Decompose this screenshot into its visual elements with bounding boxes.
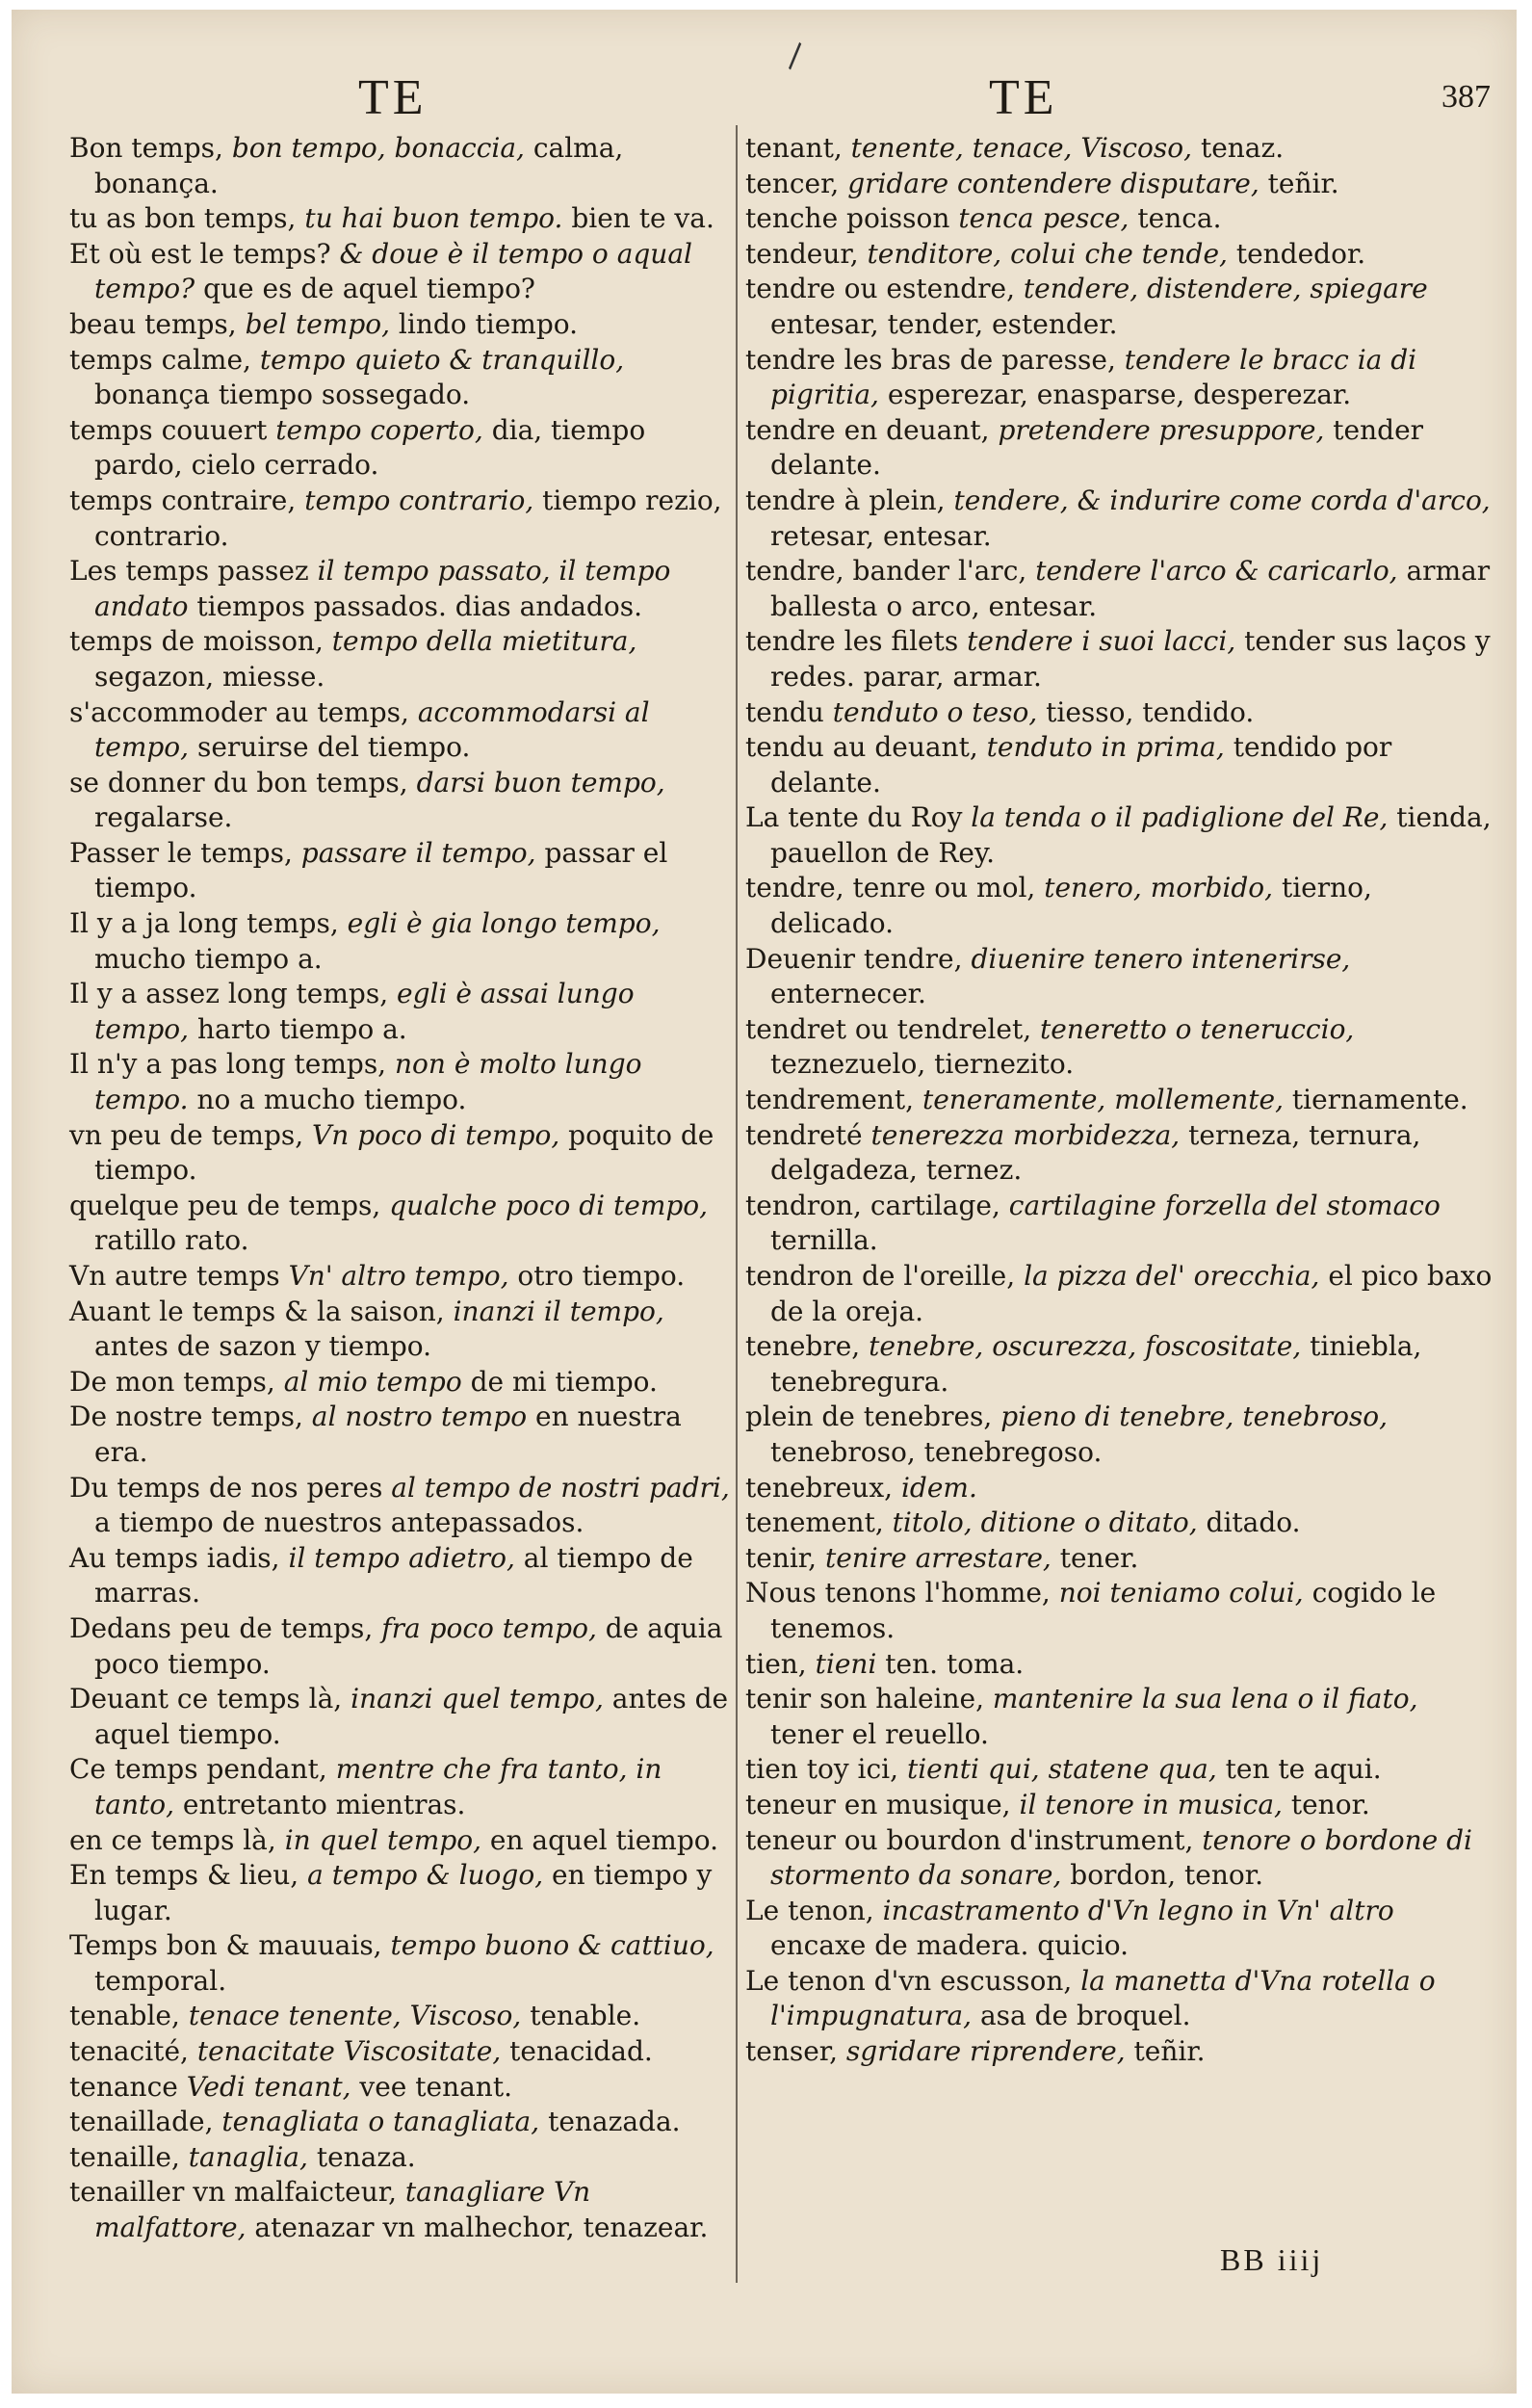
spanish-translation: bien te va.	[571, 202, 714, 235]
french-term: tendreté	[745, 1118, 863, 1151]
dictionary-entry	[745, 695, 1496, 731]
dictionary-entry	[745, 1541, 1496, 1577]
dictionary-entry	[745, 942, 1496, 1012]
spanish-translation: en nuestra era.	[94, 1400, 682, 1468]
dictionary-entry	[745, 1505, 1496, 1541]
dictionary-entry	[69, 1047, 734, 1117]
dictionary-entry	[69, 554, 734, 624]
french-term: tendre en deuant,	[745, 413, 990, 446]
dictionary-entry	[745, 484, 1496, 554]
spanish-translation: tenca.	[1137, 202, 1222, 235]
french-term: en ce temps là,	[69, 1823, 276, 1856]
spanish-translation: en tiempo y lugar.	[94, 1859, 713, 1926]
dictionary-entry	[745, 1823, 1496, 1894]
dictionary-entry	[745, 1400, 1496, 1470]
dictionary-entry	[69, 1823, 734, 1859]
dictionary-entry	[69, 1118, 734, 1189]
italian-translation: mantenire la sua lena o il fiato,	[992, 1683, 1418, 1715]
italian-translation: tu hai buon tempo.	[304, 202, 563, 235]
italian-translation: teneretto o teneruccio,	[1040, 1012, 1355, 1045]
italian-translation: tenagliata o tanagliata,	[221, 2106, 540, 2138]
dictionary-page	[12, 10, 1517, 2394]
spanish-translation: enternecer.	[770, 978, 926, 1010]
italian-translation: bon tempo, bonaccia,	[231, 132, 525, 164]
french-term: tendron, cartilage,	[745, 1189, 1000, 1221]
spanish-translation: tenable.	[530, 2000, 641, 2032]
dictionary-entry	[745, 167, 1496, 202]
italian-translation: passare il tempo,	[300, 836, 536, 869]
spanish-translation: que es de aquel tiempo?	[203, 273, 535, 305]
spanish-translation: tiesso, tendido.	[1046, 695, 1255, 728]
french-term: Du temps de nos peres	[69, 1471, 383, 1504]
spanish-translation: tendido por delante.	[770, 731, 1392, 798]
italian-translation: & doue è il tempo o aqual tempo?	[94, 237, 692, 305]
dictionary-entry	[69, 1999, 734, 2034]
french-term: s'accommoder au temps,	[69, 695, 409, 728]
spanish-translation: tender sus laços y redes. parar, armar.	[770, 625, 1491, 693]
italian-translation: Vn poco di tempo,	[312, 1118, 560, 1151]
spanish-translation: ten te aqui.	[1225, 1753, 1382, 1786]
french-term: temps couuert	[69, 413, 268, 446]
french-term: teneur ou bourdon d'instrument,	[745, 1823, 1194, 1856]
spanish-translation: teñir.	[1267, 167, 1339, 199]
spanish-translation: al tiempo de marras.	[94, 1541, 693, 1610]
spanish-translation: bonança tiempo sossegado.	[94, 379, 471, 411]
italian-translation: diuenire tenero intenerirse,	[971, 942, 1351, 975]
french-term: tenable,	[69, 2000, 180, 2032]
dictionary-entry	[745, 201, 1496, 237]
dictionary-entry	[69, 2070, 734, 2106]
french-term: teneur en musique,	[745, 1788, 1011, 1820]
spanish-translation: esperezar, enasparse, desperezar.	[887, 379, 1352, 411]
dictionary-entry	[69, 1611, 734, 1682]
italian-translation: tempo della mietitura,	[331, 625, 637, 658]
french-term: tenance	[69, 2070, 178, 2103]
italian-translation: mentre che fra tanto, in tanto,	[94, 1753, 662, 1820]
french-term: tenailler vn malfaicteur,	[69, 2176, 397, 2209]
spanish-translation: temporal.	[94, 1964, 227, 1997]
spanish-translation: retesar, entesar.	[770, 519, 992, 552]
dictionary-entry	[69, 836, 734, 906]
dictionary-entry	[69, 1365, 734, 1400]
french-term: tenche poisson	[745, 202, 950, 235]
dictionary-entry	[69, 2140, 734, 2176]
spanish-translation: antes de aquel tiempo.	[94, 1683, 729, 1750]
italian-translation: teneramente, mollemente,	[922, 1084, 1284, 1116]
dictionary-entry	[745, 131, 1496, 167]
french-term: vn peu de temps,	[69, 1118, 304, 1151]
french-term: Passer le temps,	[69, 836, 293, 869]
french-term: Bon temps,	[69, 132, 223, 164]
dictionary-entry	[69, 977, 734, 1047]
dictionary-entry	[69, 237, 734, 307]
french-term: Il n'y a pas long temps,	[69, 1048, 387, 1081]
signature-mark: BB iiij	[1220, 2242, 1324, 2277]
italian-translation: gridare contendere disputare,	[847, 167, 1259, 199]
spanish-translation: asa de broquel.	[979, 2000, 1191, 2032]
french-term: tencer,	[745, 167, 840, 199]
spanish-translation: entretanto mientras.	[182, 1788, 466, 1820]
french-term: Vn autre temps	[69, 1260, 280, 1292]
dictionary-entry	[69, 766, 734, 836]
spanish-translation: tender delante.	[770, 413, 1424, 482]
spanish-translation: tenaza.	[316, 2140, 416, 2173]
french-term: Deuenir tendre,	[745, 942, 963, 975]
dictionary-entry	[69, 624, 734, 694]
french-term: tenaillade,	[69, 2106, 214, 2138]
spanish-translation: segazon, miesse.	[94, 660, 325, 693]
dictionary-entry	[69, 1752, 734, 1822]
italian-translation: tienti qui, statene qua,	[906, 1753, 1217, 1786]
french-term: Il y a assez long temps,	[69, 978, 389, 1010]
dictionary-entry	[69, 307, 734, 343]
italian-translation: sgridare riprendere,	[845, 2035, 1126, 2068]
dictionary-entry	[745, 237, 1496, 273]
spanish-translation: tenacidad.	[509, 2035, 653, 2068]
french-term: tendrement,	[745, 1084, 915, 1116]
spanish-translation: tenazada.	[548, 2106, 681, 2138]
italian-translation: tempo contrario,	[304, 484, 534, 516]
italian-translation: tendere l'arco & caricarlo,	[1035, 555, 1398, 588]
french-term: tendre, tenre ou mol,	[745, 872, 1036, 904]
spanish-translation: bordon, tenor.	[1070, 1859, 1263, 1892]
italian-translation: egli è gia longo tempo,	[347, 907, 661, 940]
dictionary-entry	[745, 1118, 1496, 1189]
italian-translation: tendere le bracc ia di pigritia,	[770, 343, 1417, 411]
italian-translation: fra poco tempo,	[381, 1611, 597, 1644]
french-term: Les temps passez	[69, 555, 309, 588]
dictionary-entry	[745, 1964, 1496, 2034]
dictionary-entry	[745, 730, 1496, 800]
dictionary-entry	[69, 906, 734, 977]
dictionary-entry	[745, 1083, 1496, 1118]
french-term: tendret ou tendrelet,	[745, 1012, 1032, 1045]
italian-translation: tenerezza morbidezza,	[870, 1118, 1181, 1151]
dictionary-entry	[745, 1012, 1496, 1083]
spanish-translation: regalarse.	[94, 801, 233, 834]
dictionary-entry	[69, 1400, 734, 1470]
french-term: tien toy ici,	[745, 1753, 899, 1786]
spanish-translation: en aquel tiempo.	[489, 1823, 719, 1856]
italian-translation: accommodarsi al tempo,	[94, 695, 650, 764]
italian-translation: incastramento d'Vn legno in Vn' altro	[882, 1894, 1394, 1926]
french-term: tendre les bras de paresse,	[745, 343, 1116, 376]
french-term: tenser,	[745, 2035, 839, 2068]
french-term: Dedans peu de temps,	[69, 1611, 374, 1644]
french-term: temps de moisson,	[69, 625, 324, 658]
dictionary-entry	[69, 1858, 734, 1928]
dictionary-entry	[745, 1576, 1496, 1646]
spanish-translation: dia, tiempo pardo, cielo cerrado.	[94, 413, 646, 482]
spanish-translation: harto tiempo a.	[196, 1012, 407, 1045]
dictionary-entry	[745, 272, 1496, 342]
french-term: Temps bon & mauuais,	[69, 1929, 382, 1962]
french-term: temps contraire,	[69, 484, 297, 516]
italian-translation: tieni	[815, 1647, 877, 1680]
french-term: En temps & lieu,	[69, 1859, 299, 1892]
dictionary-entry	[69, 2034, 734, 2070]
spanish-translation: poquito de tiempo.	[94, 1118, 714, 1187]
dictionary-entry	[745, 343, 1496, 413]
dictionary-entry	[745, 1471, 1496, 1506]
dictionary-entry	[69, 695, 734, 766]
spanish-translation: tiempo rezio, contrario.	[94, 484, 722, 552]
italian-translation: Vedi tenant,	[186, 2070, 351, 2103]
spanish-translation: tierno, delicado.	[770, 872, 1372, 940]
spanish-translation: ternilla.	[770, 1224, 878, 1257]
french-term: tenir son haleine,	[745, 1683, 984, 1715]
dictionary-entry	[745, 413, 1496, 484]
dictionary-entry	[745, 1329, 1496, 1400]
italian-translation: la tenda o il padiglione del Re,	[971, 801, 1389, 834]
dictionary-entry	[69, 2105, 734, 2140]
spanish-translation: atenazar vn malhechor, tenazear.	[254, 2212, 709, 2244]
italian-translation: tenduto o teso,	[832, 695, 1038, 728]
dictionary-entry	[745, 871, 1496, 941]
italian-translation: inanzi quel tempo,	[351, 1683, 604, 1715]
spanish-translation: tener.	[1059, 1541, 1139, 1574]
dictionary-entry	[69, 484, 734, 554]
french-term: De mon temps,	[69, 1365, 275, 1398]
italian-translation: tenente, tenace, Viscoso,	[850, 132, 1193, 164]
spanish-translation: de mi tiempo.	[470, 1365, 658, 1398]
dictionary-entry	[745, 1647, 1496, 1683]
french-term: De nostre temps,	[69, 1400, 303, 1433]
italian-translation: la manetta d'Vna rotella o l'impugnatura,	[770, 1964, 1436, 2032]
dictionary-entry	[69, 2175, 734, 2245]
french-term: Ce temps pendant,	[69, 1753, 327, 1786]
dictionary-entry	[745, 1259, 1496, 1329]
italian-translation: tempo quieto & tranquillo,	[259, 343, 625, 376]
italian-translation: pretendere presuppore,	[998, 413, 1325, 446]
french-term: tendu	[745, 695, 824, 728]
italian-translation: al nostro tempo	[311, 1400, 528, 1433]
spanish-translation: passar el tiempo.	[94, 836, 668, 904]
french-term: tendre les filets	[745, 625, 959, 658]
french-term: tenant,	[745, 132, 843, 164]
dictionary-entry	[745, 800, 1496, 871]
dictionary-entry	[745, 624, 1496, 694]
italian-translation: al tempo de nostri padri,	[391, 1471, 730, 1504]
spanish-translation: tiempos passados. dias andados.	[196, 589, 642, 622]
italian-translation: non è molto lungo tempo.	[94, 1048, 642, 1116]
spanish-translation: antes de sazon y tiempo.	[94, 1330, 432, 1363]
italian-translation: inanzi il tempo,	[453, 1295, 664, 1327]
italian-translation: tenditore, colui che tende,	[867, 237, 1228, 270]
spanish-translation: ditado.	[1206, 1506, 1301, 1539]
italian-translation: tendere, distendere, spiegare	[1023, 273, 1428, 305]
italian-translation: il tempo adietro,	[288, 1541, 515, 1574]
french-term: Au temps iadis,	[69, 1541, 280, 1574]
spanish-translation: a tiempo de nuestros antepassados.	[94, 1506, 584, 1539]
spanish-translation: teñir.	[1133, 2035, 1206, 2068]
french-term: tu as bon temps,	[69, 202, 297, 235]
spanish-translation: tener el reuello.	[770, 1717, 989, 1750]
italian-translation: tanaglia,	[188, 2140, 308, 2173]
right-running-head: TE	[989, 70, 1058, 125]
dictionary-entry	[69, 1259, 734, 1295]
dictionary-entry	[745, 1788, 1496, 1823]
spanish-translation: el pico baxo de la oreja.	[770, 1260, 1493, 1327]
french-term: plein de tenebres,	[745, 1400, 993, 1433]
italian-translation: tenebre, oscurezza, foscositate,	[869, 1330, 1302, 1363]
spanish-translation: tenor.	[1290, 1788, 1370, 1820]
french-term: tien,	[745, 1647, 807, 1680]
dictionary-entry	[69, 343, 734, 413]
spanish-translation: lindo tiempo.	[398, 307, 579, 340]
italian-translation: noi teniamo colui,	[1058, 1577, 1304, 1610]
dictionary-entry	[69, 1471, 734, 1541]
italian-translation: tenca pesce,	[958, 202, 1130, 235]
dictionary-entry	[745, 1189, 1496, 1259]
italian-translation: al mio tempo	[283, 1365, 462, 1398]
french-term: quelque peu de temps,	[69, 1189, 381, 1221]
italian-translation: tenace tenente, Viscoso,	[188, 2000, 522, 2032]
french-term: se donner du bon temps,	[69, 766, 408, 798]
italian-translation: Vn' altro tempo,	[288, 1260, 509, 1292]
french-term: Le tenon,	[745, 1894, 874, 1926]
italian-translation: tenire arrestare,	[824, 1541, 1052, 1574]
french-term: tendre ou estendre,	[745, 273, 1015, 305]
french-term: Le tenon d'vn escusson,	[745, 1964, 1073, 1997]
page-number: 387	[1441, 79, 1491, 115]
spanish-translation: ratillo rato.	[94, 1224, 249, 1257]
spanish-translation: tiniebla, tenebregura.	[770, 1330, 1422, 1398]
italian-translation: a tempo & luogo,	[307, 1859, 544, 1892]
dictionary-entry	[745, 1682, 1496, 1752]
italian-translation: tenacitate Viscositate,	[196, 2035, 502, 2068]
column-divider	[736, 125, 738, 2283]
left-column	[69, 131, 734, 2246]
spanish-translation: tenebroso, tenebregoso.	[770, 1435, 1103, 1468]
dictionary-entry	[69, 201, 734, 237]
spanish-translation: tendedor.	[1235, 237, 1366, 270]
italian-translation: tenore o bordone di stormento da sonare,	[770, 1823, 1472, 1892]
french-term: Nous tenons l'homme,	[745, 1577, 1051, 1610]
spanish-translation: entesar, tender, estender.	[770, 307, 1118, 340]
spanish-translation: terneza, ternura, delgadeza, ternez.	[770, 1118, 1421, 1187]
spanish-translation: vee tenant.	[359, 2070, 512, 2103]
italian-translation: pieno di tenebre, tenebroso,	[1000, 1400, 1389, 1433]
french-term: Auant le temps & la saison,	[69, 1295, 445, 1327]
italian-translation: tenduto in prima,	[986, 731, 1225, 764]
right-column	[745, 131, 1496, 2070]
italian-translation: idem.	[900, 1471, 977, 1504]
left-running-head: TE	[358, 70, 428, 125]
italian-translation: tempo coperto,	[275, 413, 483, 446]
dictionary-entry	[745, 2034, 1496, 2070]
italian-translation: la pizza del' orecchia,	[1024, 1260, 1320, 1292]
french-term: tenebre,	[745, 1330, 861, 1363]
spanish-translation: no a mucho tiempo.	[196, 1084, 467, 1116]
italian-translation: darsi buon tempo,	[416, 766, 665, 798]
italian-translation: il tempo passato, il tempo andato	[94, 555, 671, 622]
dictionary-entry	[745, 554, 1496, 624]
french-term: tendron de l'oreille,	[745, 1260, 1016, 1292]
dictionary-entry	[69, 1295, 734, 1365]
dictionary-entry	[69, 1189, 734, 1259]
spanish-translation: ten. toma.	[885, 1647, 1025, 1680]
italian-translation: qualche poco di tempo,	[389, 1189, 709, 1221]
spanish-translation: teznezuelo, tiernezito.	[770, 1048, 1075, 1081]
dictionary-entry	[745, 1894, 1496, 1964]
spanish-translation: calma, bonança.	[94, 132, 624, 199]
french-term: tenacité,	[69, 2035, 189, 2068]
dictionary-entry	[69, 1541, 734, 1611]
spanish-translation: tiernamente.	[1291, 1084, 1468, 1116]
spanish-translation: seruirse del tiempo.	[196, 731, 471, 764]
french-term: Il y a ja long temps,	[69, 907, 339, 940]
french-term: Deuant ce temps là,	[69, 1683, 343, 1715]
italian-translation: tempo buono & cattiuo,	[390, 1929, 714, 1962]
italian-translation: tendere, & indurire come corda d'arco,	[953, 484, 1491, 516]
spanish-translation: otro tiempo.	[517, 1260, 686, 1292]
italian-translation: il tenore in musica,	[1019, 1788, 1283, 1820]
italian-translation: in quel tempo,	[284, 1823, 482, 1856]
italian-translation: tendere i suoi lacci,	[967, 625, 1236, 658]
french-term: beau temps,	[69, 307, 237, 340]
italian-translation: egli è assai lungo tempo,	[94, 978, 635, 1045]
italian-translation: cartilagine forzella del stomaco	[1008, 1189, 1441, 1221]
french-term: tendre, bander l'arc,	[745, 555, 1027, 588]
italian-translation: tanagliare Vn malfattore,	[94, 2176, 591, 2244]
french-term: La tente du Roy	[745, 801, 963, 834]
french-term: tenement,	[745, 1506, 884, 1539]
french-term: tenebreux,	[745, 1471, 894, 1504]
spanish-translation: de aquia poco tiempo.	[94, 1611, 723, 1680]
spanish-translation: tenaz.	[1200, 132, 1285, 164]
spanish-translation: cogido le tenemos.	[770, 1577, 1437, 1644]
french-term: tenaille,	[69, 2140, 180, 2173]
french-term: tendre à plein,	[745, 484, 946, 516]
dictionary-entry	[745, 1752, 1496, 1788]
french-term: tendu au deuant,	[745, 731, 978, 764]
french-term: tenir,	[745, 1541, 818, 1574]
french-term: tendeur,	[745, 237, 859, 270]
spanish-translation: tienda, pauellon de Rey.	[770, 801, 1492, 869]
dictionary-entry	[69, 1682, 734, 1752]
spanish-translation: mucho tiempo a.	[94, 942, 323, 975]
dictionary-entry	[69, 1928, 734, 1999]
french-term: Et où est le temps?	[69, 237, 331, 270]
spanish-translation: armar ballesta o arco, entesar.	[770, 555, 1491, 622]
french-term: temps calme,	[69, 343, 251, 376]
page-mark: \	[778, 37, 812, 75]
dictionary-entry	[69, 413, 734, 484]
italian-translation: titolo, ditione o ditato,	[892, 1506, 1198, 1539]
italian-translation: bel tempo,	[245, 307, 390, 340]
italian-translation: tenero, morbido,	[1044, 872, 1274, 904]
dictionary-entry	[69, 131, 734, 201]
spanish-translation: encaxe de madera. quicio.	[770, 1929, 1130, 1962]
